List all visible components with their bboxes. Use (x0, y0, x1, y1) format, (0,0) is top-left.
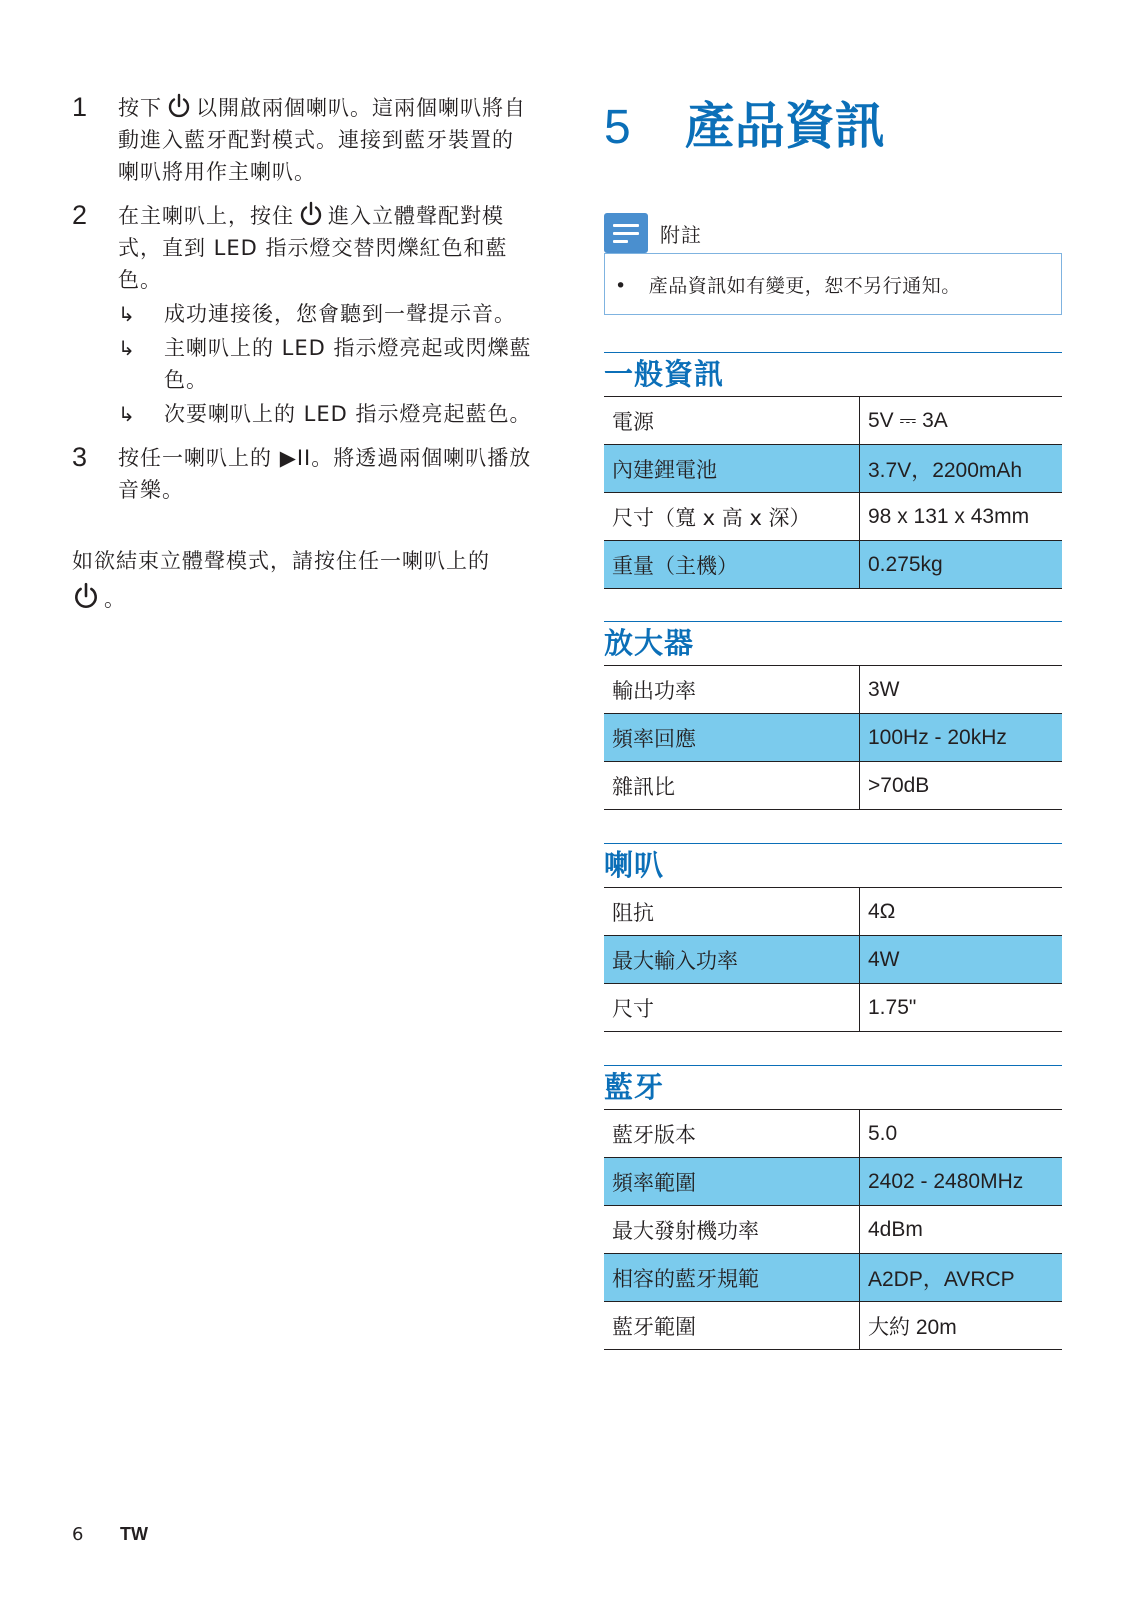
table-row: 尺寸 1.75" (604, 984, 1062, 1032)
page-footer (72, 1524, 148, 1545)
result-arrow-icon: ↳ (118, 402, 136, 426)
table-row: 輸出功率 3W (604, 666, 1062, 714)
result-arrow-icon: ↳ (118, 302, 136, 326)
result-3: ↳ 次要喇叭上的 LED 指示燈亮起藍色。 (118, 398, 532, 430)
step-2 (72, 200, 532, 430)
table-row: 藍牙範圍 大約 20m (604, 1302, 1062, 1350)
power-icon (166, 93, 192, 119)
step-number: 2 (72, 200, 88, 230)
step-3 (72, 442, 532, 506)
power-icon (72, 582, 100, 610)
section-amplifier (604, 621, 1062, 810)
section-speaker (604, 843, 1062, 1032)
step-number: 1 (72, 92, 88, 122)
table-row: 最大輸入功率 4W (604, 936, 1062, 984)
table-row: 尺寸（寬 x 高 x 深） 98 x 131 x 43mm (604, 493, 1062, 541)
table-row: 頻率範圍 2402 - 2480MHz (604, 1158, 1062, 1206)
step-1 (72, 92, 532, 188)
play-pause-icon: ▶II。將透過兩個喇叭播放音樂。 (118, 446, 532, 502)
instructions-column (72, 92, 532, 618)
table-row: 阻抗 4Ω (604, 888, 1062, 936)
note-header (604, 213, 702, 253)
section-title: 放大器 (604, 621, 1062, 665)
step-text: 按下 以開啟兩個喇叭。這兩個喇叭將自動進入藍牙配對模式。連接到藍牙裝置的喇叭將用作主喇叭。 (118, 92, 532, 188)
spec-table (604, 665, 1062, 810)
section-title: 藍牙 (604, 1065, 1062, 1109)
section-title: 一般資訊 (604, 352, 1062, 396)
note-box (604, 253, 1062, 315)
step-text: 按任一喇叭上的 ▶II。將透過兩個喇叭播放音樂。 (118, 446, 532, 502)
table-row: 重量（主機） 0.275kg (604, 541, 1062, 589)
power-icon (298, 201, 324, 227)
bullet-icon: • (615, 275, 627, 297)
table-row: 藍牙版本 5.0 (604, 1110, 1062, 1158)
table-row: 電源 5V ⎓ 3A (604, 397, 1062, 445)
spec-table (604, 1109, 1062, 1350)
section-general (604, 352, 1062, 589)
spec-table (604, 887, 1062, 1032)
result-1: ↳ 成功連接後，您會聽到一聲提示音。 (118, 298, 532, 330)
note-label: 附註 (660, 222, 702, 247)
language-code: TW (120, 1524, 148, 1544)
note-item: • 產品資訊如有變更，恕不另行通知。 (615, 275, 961, 297)
note-icon (604, 213, 648, 253)
page-number: 6 (72, 1524, 84, 1545)
table-row: 頻率回應 100Hz - 20kHz (604, 714, 1062, 762)
section-title: 喇叭 (604, 843, 1062, 887)
end-note: 如欲結束立體聲模式，請按住任一喇叭上的 。 (72, 549, 490, 611)
table-row: 最大發射機功率 4dBm (604, 1206, 1062, 1254)
spec-table (604, 396, 1062, 589)
step-number: 3 (72, 442, 88, 472)
step-text: 在主喇叭上，按住 進入立體聲配對模式，直到 LED 指示燈交替閃爍紅色和藍色。 (118, 200, 532, 296)
result-2: ↳ 主喇叭上的 LED 指示燈亮起或閃爍藍色。 (118, 332, 532, 396)
chapter-title (604, 86, 885, 158)
chapter-number: 5 (604, 101, 631, 154)
chapter-heading: 產品資訊 (684, 97, 885, 155)
section-bluetooth (604, 1065, 1062, 1350)
table-row: 內建鋰電池 3.7V，2200mAh (604, 445, 1062, 493)
result-arrow-icon: ↳ (118, 336, 136, 360)
table-row: 相容的藍牙規範 A2DP，AVRCP (604, 1254, 1062, 1302)
table-row: 雜訊比 >70dB (604, 762, 1062, 810)
